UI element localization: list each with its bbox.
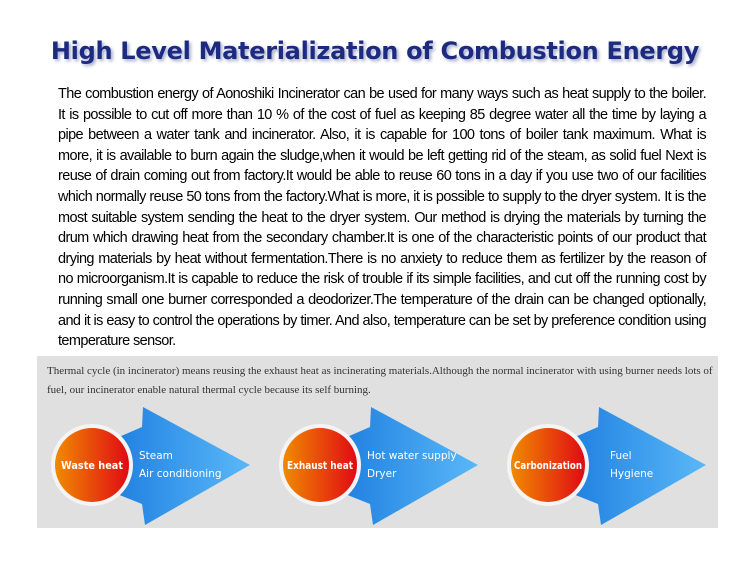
flow-group: [279, 407, 478, 525]
flow-use-label: Dryer: [367, 468, 397, 480]
flow-use-label: Hot water supply: [367, 450, 457, 462]
flow-source-label: Carbonization: [514, 460, 582, 472]
flow-source-label: Exhaust heat: [287, 460, 353, 472]
flow-group: [507, 407, 706, 525]
thermal-cycle-description: Thermal cycle (in incinerator) means reusing the exhaust heat as incinerating materials.Although the normal incinerator with using burner needs lots of fuel, our incinerator enable natural thermal cycle because its self burning.: [47, 365, 713, 396]
flow-use-label: Air conditioning: [139, 468, 222, 480]
flow-group: [51, 407, 250, 525]
page-title: High Level Materialization of Combustion Energy: [50, 37, 700, 65]
flow-source-label: Waste heat: [61, 460, 123, 472]
flow-use-label: Fuel: [610, 450, 632, 462]
flow-use-label: Hygiene: [610, 468, 654, 480]
body-paragraph: The combustion energy of Aonoshiki Incinerator can be used for many ways such as heat supply to the boiler. It is possible to cut off more than 10 % of the cost of fuel as keeping 85 degree water all the time by laying a pipe between a water tank and incinerator. Also, it is capable for 100 tons of boiler tank maximum. What is more, it is available to burn again the sludge,when it would be left getting rid of the steam, as solid fuel Next is reuse of drain coming out from factory.It would be able to reuse 60 tons in a day if you use two of our facilities which normally reuse 50 tons from the factory.What is more, it is possible to supply to the dryer system. It is the most suitable system sending the heat to the dryer system. Our method is drying the materials by turning the drum which drawing heat from the secondary chamber.It is one of the characteristic points of our product that drying materials by heat without fermentation.There is no anxiety to reduce them as fertilizer by the reason of no microorganism.It is capable to reduce the risk of trouble if its simple facilities, and cut off the running cost by running small one burner corresponded a deodorizer.The temperature of the drain can be changed optionally, and it is easy to control the operations by timer. And also, temperature can be set by preference condition using temperature sensor.: [58, 86, 706, 350]
flow-use-label: Steam: [139, 450, 173, 462]
